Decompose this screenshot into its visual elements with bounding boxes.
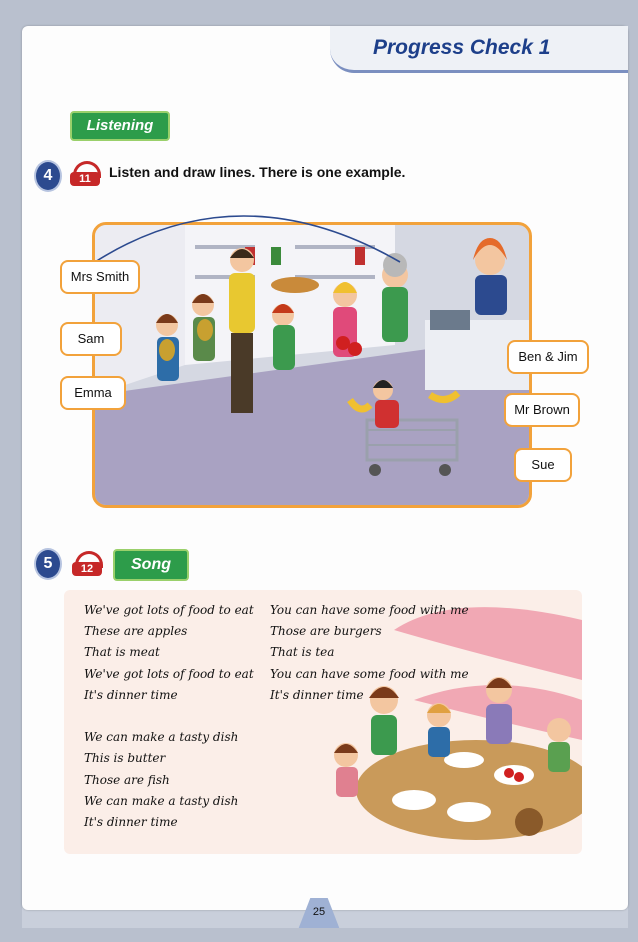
lyric-line: Those are fish [84,772,170,787]
track-number: 11 [70,172,100,186]
lyric-line: That is meat [84,645,160,660]
exercise-number-badge: 4 [34,160,62,192]
lyric-line: It's dinner time [270,687,364,702]
exercise-number-badge: 5 [34,548,62,580]
listening-label: Listening [86,117,154,134]
lyric-line: Those are burgers [270,624,382,639]
audio-track-icon [72,551,102,577]
page-title: Progress Check 1 [373,36,551,59]
lyric-line: It's dinner time [84,687,178,702]
name-box-sue: Sue [514,448,572,482]
song-section-logo [113,549,189,581]
track-number: 12 [72,562,102,576]
name-box-sam: Sam [60,322,122,356]
page-number: 25 [312,906,326,918]
name-box-emma: Emma [60,376,126,410]
lyric-line: These are apples [84,624,188,639]
lyric-line: We can make a tasty dish [84,730,239,745]
lyric-line: We've got lots of food to eat [84,603,254,617]
lyric-line: We've got lots of food to eat [84,666,254,681]
name-box-mrs-smith: Mrs Smith [60,260,140,294]
lyric-line: That is tea [270,645,335,660]
name-box-ben-jim: Ben & Jim [507,340,589,374]
lyric-line: You can have some food with me [270,666,469,681]
lyric-line: It's dinner time [84,815,178,829]
lyric-line: You can have some food with me [270,603,469,617]
exercise-instruction: Listen and draw lines. There is one example. [109,164,406,180]
lyric-line: This is butter [84,751,166,766]
name-box-mr-brown: Mr Brown [504,393,580,427]
lyric-line: We can make a tasty dish [84,793,239,808]
song-label: Song [131,556,171,573]
